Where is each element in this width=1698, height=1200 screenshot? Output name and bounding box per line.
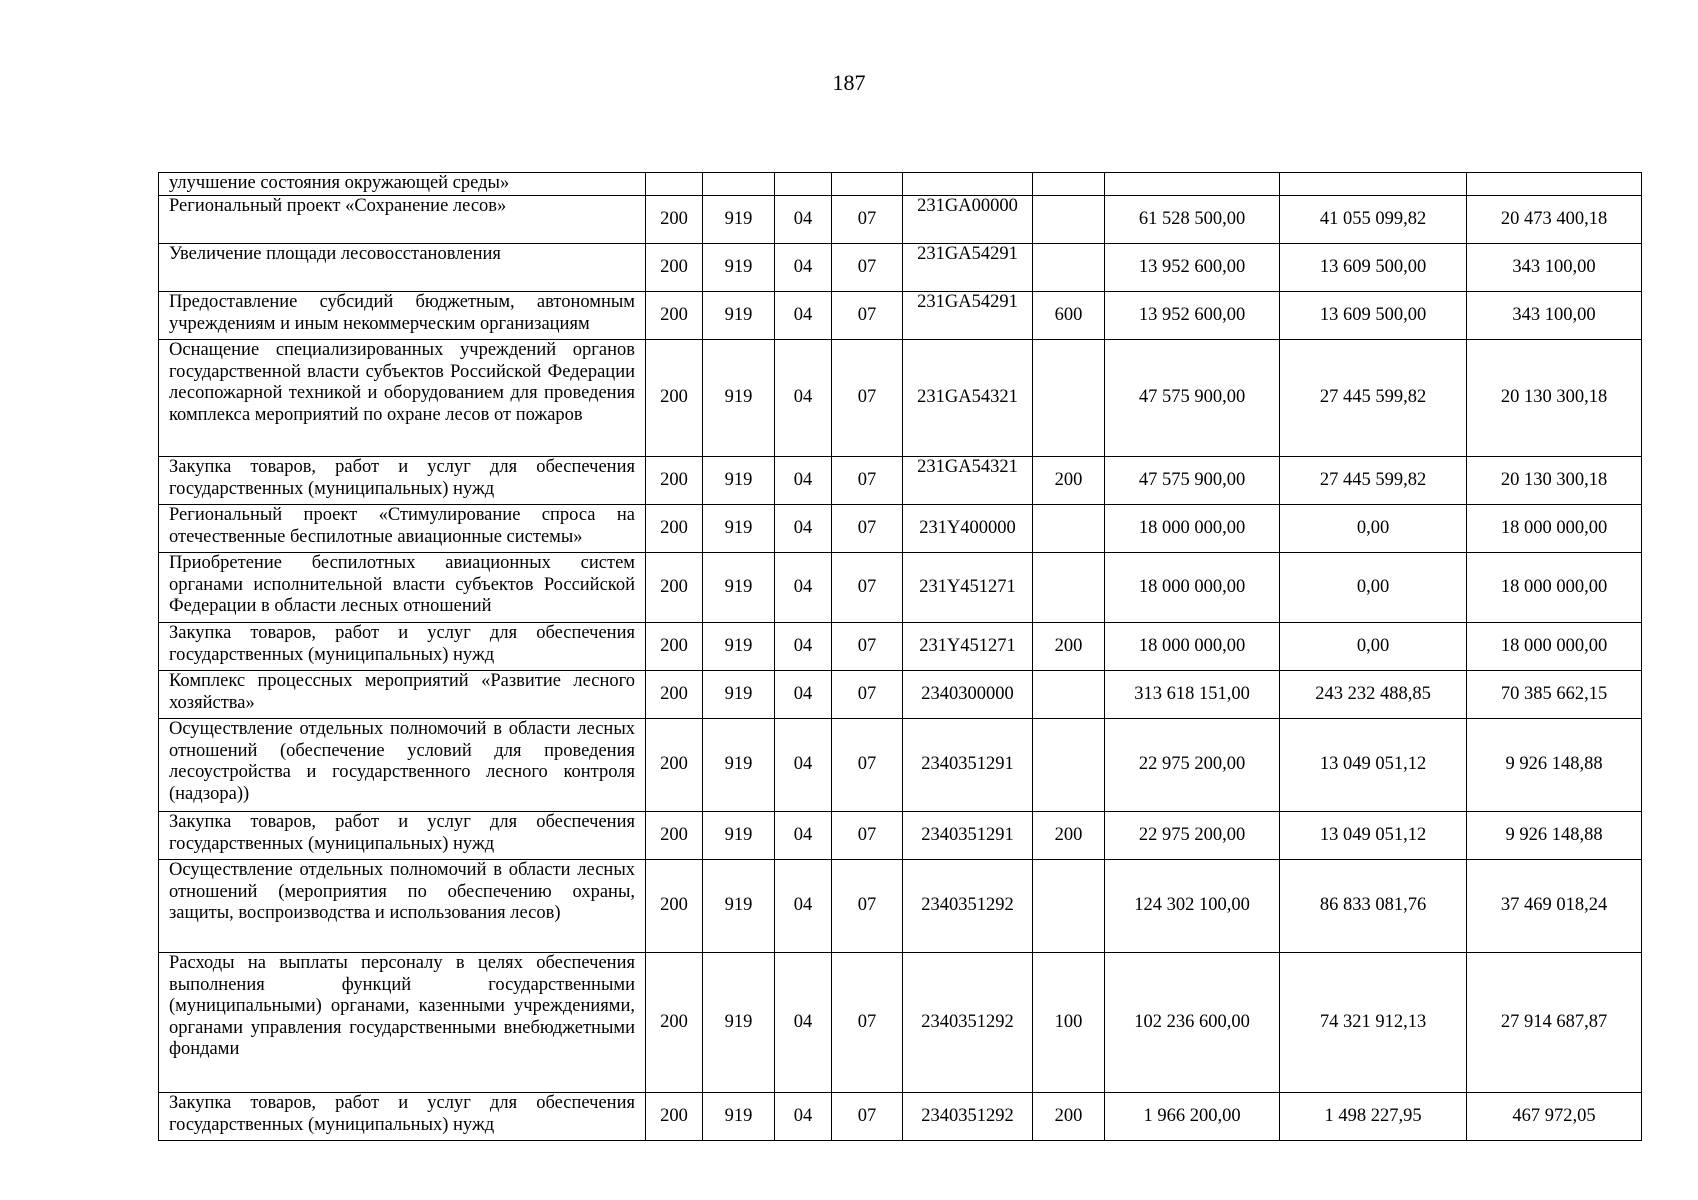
cell-ved: 919 xyxy=(703,719,775,812)
row-name: Комплекс процессных мероприятий «Развитие лесного хозяйства» xyxy=(159,671,646,719)
row-name: Закупка товаров, работ и услуг для обеспечения государственных (муниципальных) нужд xyxy=(159,812,646,860)
table-row xyxy=(159,196,1642,244)
cell-rz: 04 xyxy=(775,719,832,812)
table-row xyxy=(159,553,1642,623)
cell-pr: 07 xyxy=(832,457,903,505)
cell-exec: 0,00 xyxy=(1280,623,1467,671)
cell-csr: 2340351292 xyxy=(903,953,1033,1093)
cell-csr: 231Y451271 xyxy=(903,553,1033,623)
cell-vr xyxy=(1033,244,1105,292)
page-number: 187 xyxy=(832,70,866,95)
cell-csr: 231GA54291 xyxy=(903,244,1033,292)
cell-rest: 18 000 000,00 xyxy=(1467,553,1642,623)
row-name: Закупка товаров, работ и услуг для обеспечения государственных (муниципальных) нужд xyxy=(159,623,646,671)
row-name: Закупка товаров, работ и услуг для обеспечения государственных (муниципальных) нужд xyxy=(159,457,646,505)
table-row xyxy=(159,953,1642,1093)
cell-rz: 04 xyxy=(775,457,832,505)
cell-exec: 243 232 488,85 xyxy=(1280,671,1467,719)
cell-plan: 61 528 500,00 xyxy=(1105,196,1280,244)
cell-rz: 04 xyxy=(775,505,832,553)
cell-exec: 13 609 500,00 xyxy=(1280,292,1467,340)
cell-gr: 200 xyxy=(646,1093,703,1141)
row-name: Закупка товаров, работ и услуг для обеспечения государственных (муниципальных) нужд xyxy=(159,1093,646,1141)
cell-exec: 0,00 xyxy=(1280,553,1467,623)
cell-pr: 07 xyxy=(832,623,903,671)
table-row xyxy=(159,671,1642,719)
cell-csr: 231GA54321 xyxy=(903,340,1033,457)
table-row xyxy=(159,1093,1642,1141)
cell-rz: 04 xyxy=(775,340,832,457)
cell-plan: 1 966 200,00 xyxy=(1105,1093,1280,1141)
cell-csr: 2340351291 xyxy=(903,812,1033,860)
cell-plan: 13 952 600,00 xyxy=(1105,292,1280,340)
cell-plan: 18 000 000,00 xyxy=(1105,553,1280,623)
cell-plan: 47 575 900,00 xyxy=(1105,457,1280,505)
table-row xyxy=(159,244,1642,292)
row-name: Осуществление отдельных полномочий в области лесных отношений (обеспечение условий для проведения лесоустройства и государственного лесного контроля (надзора)) xyxy=(159,719,646,812)
cell-pr xyxy=(832,173,903,196)
row-name: Предоставление субсидий бюджетным, автономным учреждениям и иным некоммерческим организациям xyxy=(159,292,646,340)
cell-ved: 919 xyxy=(703,457,775,505)
cell-vr xyxy=(1033,553,1105,623)
cell-ved: 919 xyxy=(703,860,775,953)
table-row xyxy=(159,457,1642,505)
cell-exec: 13 609 500,00 xyxy=(1280,244,1467,292)
cell-rest: 20 130 300,18 xyxy=(1467,457,1642,505)
cell-csr: 231Y400000 xyxy=(903,505,1033,553)
cell-ved: 919 xyxy=(703,505,775,553)
cell-ved: 919 xyxy=(703,671,775,719)
cell-exec: 74 321 912,13 xyxy=(1280,953,1467,1093)
table-row xyxy=(159,812,1642,860)
cell-rest: 343 100,00 xyxy=(1467,244,1642,292)
cell-csr: 231Y451271 xyxy=(903,623,1033,671)
cell-plan: 102 236 600,00 xyxy=(1105,953,1280,1093)
row-name: Расходы на выплаты персоналу в целях обеспечения выполнения функций государственными (муниципальными) органами, казенными учреждениями, органами управления государственными внебюджетными фондами xyxy=(159,953,646,1093)
cell-exec: 13 049 051,12 xyxy=(1280,719,1467,812)
cell-vr xyxy=(1033,860,1105,953)
cell-vr: 600 xyxy=(1033,292,1105,340)
cell-rest: 467 972,05 xyxy=(1467,1093,1642,1141)
cell-rz: 04 xyxy=(775,196,832,244)
row-name: Региональный проект «Сохранение лесов» xyxy=(159,196,646,244)
cell-gr: 200 xyxy=(646,860,703,953)
table-row xyxy=(159,292,1642,340)
table-row xyxy=(159,173,1642,196)
table-row xyxy=(159,719,1642,812)
cell-gr: 200 xyxy=(646,623,703,671)
cell-plan: 22 975 200,00 xyxy=(1105,719,1280,812)
cell-gr: 200 xyxy=(646,953,703,1093)
cell-csr: 231GA54291 xyxy=(903,292,1033,340)
cell-ved: 919 xyxy=(703,623,775,671)
cell-plan: 124 302 100,00 xyxy=(1105,860,1280,953)
row-name: улучшение состояния окружающей среды» xyxy=(159,173,646,196)
cell-rz: 04 xyxy=(775,292,832,340)
cell-pr: 07 xyxy=(832,953,903,1093)
cell-pr: 07 xyxy=(832,244,903,292)
cell-pr: 07 xyxy=(832,671,903,719)
cell-vr: 200 xyxy=(1033,457,1105,505)
row-name: Приобретение беспилотных авиационных систем органами исполнительной власти субъектов Российской Федерации в области лесных отношений xyxy=(159,553,646,623)
cell-pr: 07 xyxy=(832,505,903,553)
cell-gr: 200 xyxy=(646,244,703,292)
budget-table xyxy=(158,172,1642,1141)
cell-vr xyxy=(1033,505,1105,553)
cell-vr xyxy=(1033,719,1105,812)
cell-gr: 200 xyxy=(646,719,703,812)
cell-pr: 07 xyxy=(832,340,903,457)
cell-plan: 22 975 200,00 xyxy=(1105,812,1280,860)
cell-csr: 231GA00000 xyxy=(903,196,1033,244)
cell-pr: 07 xyxy=(832,196,903,244)
cell-gr: 200 xyxy=(646,553,703,623)
cell-ved: 919 xyxy=(703,553,775,623)
cell-plan: 13 952 600,00 xyxy=(1105,244,1280,292)
cell-rest: 37 469 018,24 xyxy=(1467,860,1642,953)
cell-rest: 18 000 000,00 xyxy=(1467,623,1642,671)
cell-exec: 1 498 227,95 xyxy=(1280,1093,1467,1141)
cell-ved: 919 xyxy=(703,340,775,457)
cell-csr: 231GA54321 xyxy=(903,457,1033,505)
cell-rest: 9 926 148,88 xyxy=(1467,812,1642,860)
cell-rz: 04 xyxy=(775,553,832,623)
cell-rz: 04 xyxy=(775,812,832,860)
cell-rz: 04 xyxy=(775,671,832,719)
cell-rz: 04 xyxy=(775,860,832,953)
row-name: Региональный проект «Стимулирование спроса на отечественные беспилотные авиационные системы» xyxy=(159,505,646,553)
cell-csr: 2340351292 xyxy=(903,1093,1033,1141)
cell-vr xyxy=(1033,340,1105,457)
cell-plan: 47 575 900,00 xyxy=(1105,340,1280,457)
cell-plan: 18 000 000,00 xyxy=(1105,623,1280,671)
cell-rz: 04 xyxy=(775,623,832,671)
cell-gr: 200 xyxy=(646,505,703,553)
cell-vr: 200 xyxy=(1033,1093,1105,1141)
cell-vr: 200 xyxy=(1033,812,1105,860)
cell-gr xyxy=(646,173,703,196)
cell-rest: 20 130 300,18 xyxy=(1467,340,1642,457)
table-row xyxy=(159,623,1642,671)
cell-gr: 200 xyxy=(646,671,703,719)
cell-exec: 41 055 099,82 xyxy=(1280,196,1467,244)
cell-pr: 07 xyxy=(832,719,903,812)
cell-exec xyxy=(1280,173,1467,196)
cell-pr: 07 xyxy=(832,860,903,953)
cell-ved: 919 xyxy=(703,953,775,1093)
cell-csr xyxy=(903,173,1033,196)
cell-exec: 0,00 xyxy=(1280,505,1467,553)
cell-rest: 9 926 148,88 xyxy=(1467,719,1642,812)
cell-plan: 313 618 151,00 xyxy=(1105,671,1280,719)
cell-ved: 919 xyxy=(703,196,775,244)
cell-rest: 70 385 662,15 xyxy=(1467,671,1642,719)
row-name: Увеличение площади лесовосстановления xyxy=(159,244,646,292)
cell-gr: 200 xyxy=(646,292,703,340)
table-row xyxy=(159,505,1642,553)
cell-vr: 100 xyxy=(1033,953,1105,1093)
cell-exec: 27 445 599,82 xyxy=(1280,457,1467,505)
cell-ved xyxy=(703,173,775,196)
cell-vr xyxy=(1033,671,1105,719)
cell-rest: 27 914 687,87 xyxy=(1467,953,1642,1093)
cell-rest xyxy=(1467,173,1642,196)
cell-gr: 200 xyxy=(646,457,703,505)
cell-rz: 04 xyxy=(775,1093,832,1141)
cell-ved: 919 xyxy=(703,1093,775,1141)
cell-gr: 200 xyxy=(646,340,703,457)
table-row xyxy=(159,340,1642,457)
cell-ved: 919 xyxy=(703,292,775,340)
cell-exec: 86 833 081,76 xyxy=(1280,860,1467,953)
cell-rz: 04 xyxy=(775,244,832,292)
cell-exec: 27 445 599,82 xyxy=(1280,340,1467,457)
cell-rest: 18 000 000,00 xyxy=(1467,505,1642,553)
cell-pr: 07 xyxy=(832,553,903,623)
cell-rest: 20 473 400,18 xyxy=(1467,196,1642,244)
cell-exec: 13 049 051,12 xyxy=(1280,812,1467,860)
cell-gr: 200 xyxy=(646,812,703,860)
cell-pr: 07 xyxy=(832,812,903,860)
cell-rest: 343 100,00 xyxy=(1467,292,1642,340)
cell-vr xyxy=(1033,173,1105,196)
cell-csr: 2340351292 xyxy=(903,860,1033,953)
row-name: Осуществление отдельных полномочий в области лесных отношений (мероприятия по обеспечению охраны, защиты, воспроизводства и использования лесов) xyxy=(159,860,646,953)
cell-ved: 919 xyxy=(703,812,775,860)
cell-ved: 919 xyxy=(703,244,775,292)
row-name: Оснащение специализированных учреждений органов государственной власти субъектов Российской Федерации лесопожарной техникой и оборудованием для проведения комплекса мероприятий по охране лесов от пожаров xyxy=(159,340,646,457)
cell-rz: 04 xyxy=(775,953,832,1093)
cell-vr: 200 xyxy=(1033,623,1105,671)
cell-pr: 07 xyxy=(832,292,903,340)
table-row xyxy=(159,860,1642,953)
cell-plan: 18 000 000,00 xyxy=(1105,505,1280,553)
cell-pr: 07 xyxy=(832,1093,903,1141)
cell-rz xyxy=(775,173,832,196)
cell-csr: 2340351291 xyxy=(903,719,1033,812)
cell-gr: 200 xyxy=(646,196,703,244)
cell-csr: 2340300000 xyxy=(903,671,1033,719)
cell-vr xyxy=(1033,196,1105,244)
cell-plan xyxy=(1105,173,1280,196)
